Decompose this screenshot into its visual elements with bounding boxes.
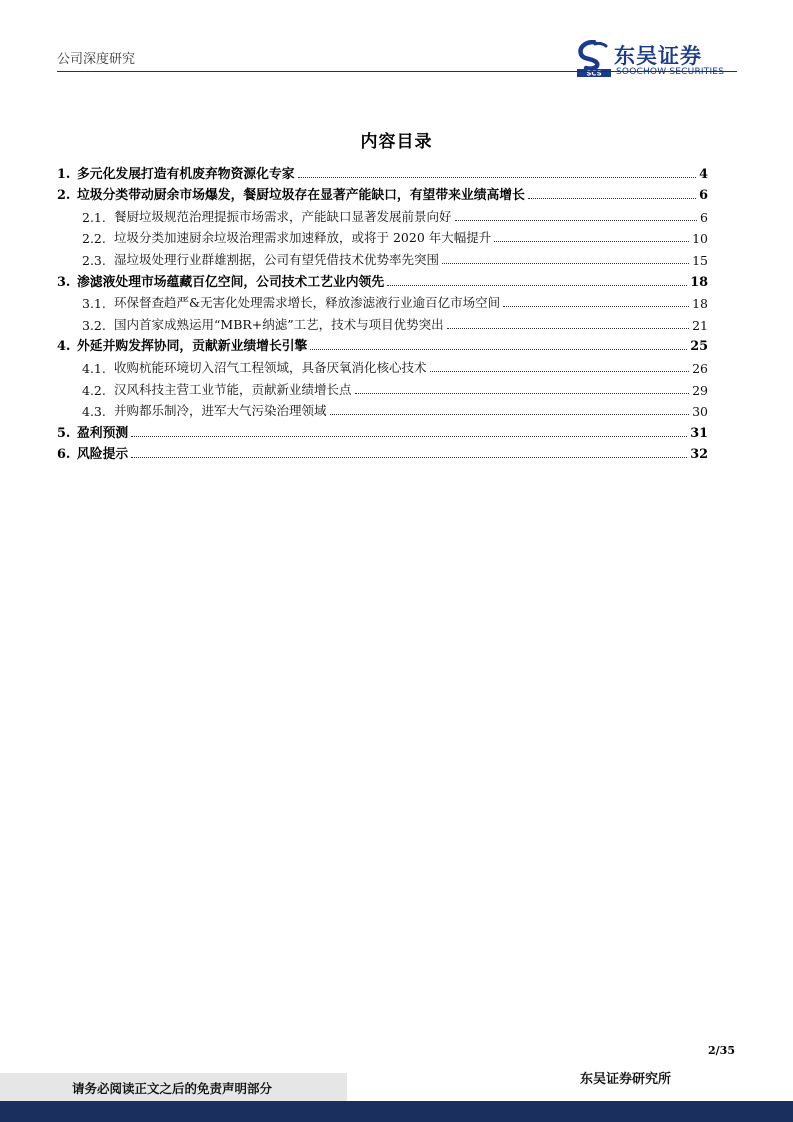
toc-entry[interactable] xyxy=(57,203,708,225)
toc-entry-number: 4.1. xyxy=(82,360,106,376)
table-of-contents xyxy=(57,160,708,462)
toc-entry-text: 渗滤液处理市场蕴藏百亿空间，公司技术工艺业内领先 xyxy=(77,274,385,290)
header-divider xyxy=(57,71,737,72)
toc-title: 内容目录 xyxy=(360,132,433,152)
toc-entry-number: 2. xyxy=(57,188,71,204)
toc-entry-page: 32 xyxy=(690,447,708,463)
page-number: 2/35 xyxy=(708,1044,735,1057)
toc-entry-text: 垃圾分类加速厨余垃圾治理需求加速释放，或将于 2020 年大幅提升 xyxy=(114,230,492,246)
toc-entry-text: 外延并购发挥协同，贡献新业绩增长引擎 xyxy=(77,339,308,355)
toc-entry-number: 2.2. xyxy=(82,231,106,247)
toc-entry-text: 收购杭能环境切入沼气工程领域，具备厌氧消化核心技术 xyxy=(114,359,427,375)
toc-entry-text: 风险提示 xyxy=(77,447,129,463)
toc-leader xyxy=(442,263,689,264)
toc-entry[interactable] xyxy=(57,246,708,268)
toc-leader xyxy=(447,328,689,329)
toc-leader xyxy=(131,436,687,437)
toc-entry[interactable] xyxy=(57,441,708,463)
toc-entry-page: 15 xyxy=(692,252,708,268)
toc-entry[interactable] xyxy=(57,290,708,312)
toc-entry[interactable] xyxy=(57,311,708,333)
toc-entry-page: 10 xyxy=(692,231,708,247)
toc-entry-text: 垃圾分类带动厨余市场爆发，餐厨垃圾存在显著产能缺口，有望带来业绩高增长 xyxy=(77,188,525,204)
toc-entry[interactable] xyxy=(57,376,708,398)
toc-entry-page: 30 xyxy=(692,404,708,420)
toc-entry-page: 18 xyxy=(690,274,708,290)
toc-entry-number: 4. xyxy=(57,339,71,355)
toc-leader xyxy=(503,306,689,307)
toc-entry-page: 21 xyxy=(692,317,708,333)
toc-entry-number: 4.3. xyxy=(82,404,106,420)
toc-leader xyxy=(455,220,698,221)
footer-bar xyxy=(0,1101,793,1122)
toc-entry-text: 环保督查趋严&无害化处理需求增长，释放渗滤液行业逾百亿市场空间 xyxy=(114,295,501,311)
toc-entry-text: 餐厨垃圾规范治理提振市场需求，产能缺口显著发展前景向好 xyxy=(114,208,452,224)
toc-entry-text: 多元化发展打造有机废弃物资源化专家 xyxy=(77,166,295,182)
report-type-label: 公司深度研究 xyxy=(57,52,136,67)
toc-leader xyxy=(310,349,687,350)
toc-entry-page: 26 xyxy=(692,360,708,376)
toc-entry-number: 1. xyxy=(57,166,71,182)
toc-leader xyxy=(298,177,697,178)
toc-entry[interactable] xyxy=(57,333,708,355)
toc-entry[interactable] xyxy=(57,225,708,247)
toc-entry-number: 3.1. xyxy=(82,296,106,312)
toc-entry-number: 5. xyxy=(57,425,71,441)
toc-entry-text: 汉风科技主营工业节能，贡献新业绩增长点 xyxy=(114,381,352,397)
toc-entry-text: 国内首家成熟运用“MBR+纳滤”工艺，技术与项目优势突出 xyxy=(114,316,444,332)
footer-disclaimer: 请务必阅读正文之后的免责声明部分 xyxy=(72,1081,273,1096)
toc-leader xyxy=(131,457,687,458)
toc-entry-number: 2.1. xyxy=(82,209,106,225)
toc-entry-page: 6 xyxy=(699,188,708,204)
toc-entry-page: 18 xyxy=(692,296,708,312)
toc-entry-number: 4.2. xyxy=(82,382,106,398)
toc-leader xyxy=(330,414,690,415)
toc-entry-number: 2.3. xyxy=(82,252,106,268)
toc-entry[interactable] xyxy=(57,182,708,204)
toc-entry-page: 4 xyxy=(699,166,708,182)
logo-chinese-name: 东吴证券 xyxy=(614,44,702,68)
footer-institute: 东吴证券研究所 xyxy=(580,1072,672,1087)
toc-entry[interactable] xyxy=(57,160,708,182)
toc-leader xyxy=(494,241,689,242)
toc-entry-number: 3. xyxy=(57,274,71,290)
toc-leader xyxy=(387,285,687,286)
toc-entry[interactable] xyxy=(57,354,708,376)
logo-mark-text: SCS xyxy=(586,69,602,78)
toc-entry[interactable] xyxy=(57,419,708,441)
toc-entry-page: 6 xyxy=(700,209,708,225)
toc-leader xyxy=(430,371,690,372)
toc-leader xyxy=(528,198,696,199)
toc-leader xyxy=(355,393,690,394)
company-logo xyxy=(576,38,741,82)
toc-entry-text: 湿垃圾处理行业群雄割据，公司有望凭借技术优势率先突围 xyxy=(114,251,440,267)
toc-entry-page: 29 xyxy=(692,382,708,398)
toc-entry[interactable] xyxy=(57,398,708,420)
soochow-logo-mark-icon xyxy=(576,40,612,78)
toc-entry-page: 25 xyxy=(690,339,708,355)
toc-entry-number: 3.2. xyxy=(82,317,106,333)
toc-entry-text: 盈利预测 xyxy=(77,425,129,441)
footer-disclaimer-box xyxy=(0,1073,347,1101)
logo-english-name: SOOCHOW SECURITIES xyxy=(616,67,725,77)
toc-entry[interactable] xyxy=(57,268,708,290)
toc-entry-text: 并购都乐制冷，进军大气污染治理领域 xyxy=(114,403,327,419)
toc-entry-page: 31 xyxy=(690,425,708,441)
toc-entry-number: 6. xyxy=(57,447,71,463)
